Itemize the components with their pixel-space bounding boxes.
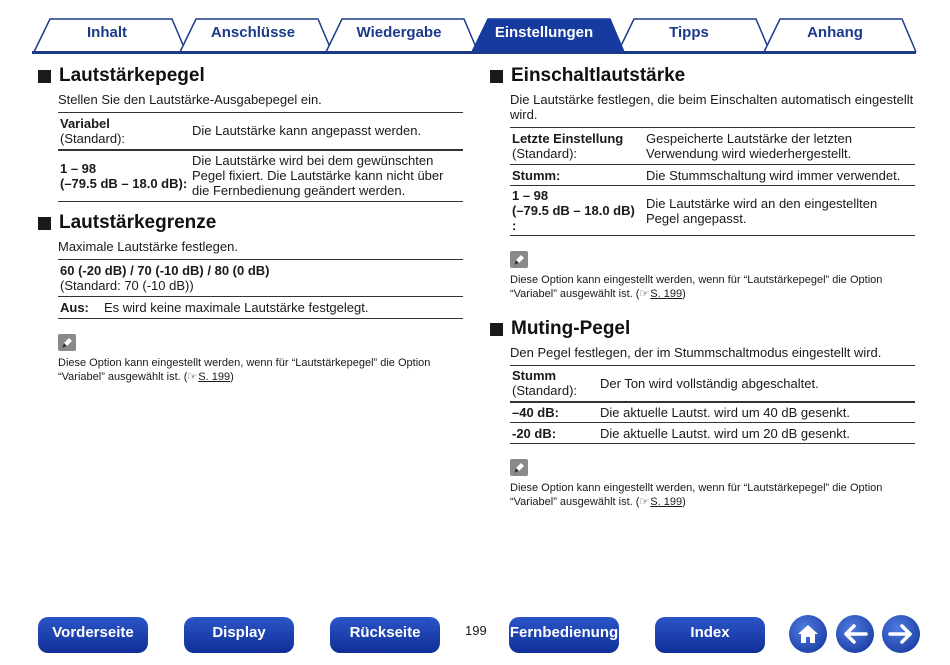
tab-wiedergabe[interactable]: Wiedergabe: [356, 24, 442, 41]
option-name: Aus:: [60, 300, 89, 315]
note-text: Diese Option kann eingestellt werden, wenn für “Lautstärkepegel” die Option “Variabel” ausgewählt ist. (☞S. 199): [58, 357, 431, 383]
option-range: (–79.5 dB – 18.0 dB):: [60, 175, 188, 191]
reference-hand-icon: ☞: [639, 496, 650, 508]
reference-hand-icon: ☞: [187, 371, 198, 383]
option-name: Stumm: [512, 368, 557, 384]
tab-einstellungen[interactable]: Einstellungen: [494, 24, 594, 41]
pencil-note-icon: [58, 334, 76, 351]
section-title-lautstaerkegrenze: Lautstärkegrenze: [38, 211, 463, 235]
option-description-line: Gespeicherte Lautstärke der letzten: [646, 131, 852, 146]
option-description: Es wird keine maximale Lautstärke festgelegt.: [104, 300, 369, 315]
option-description: Die aktuelle Lautst. wird um 40 dB gesenkt.: [600, 404, 851, 420]
option-default: (Standard):: [512, 383, 578, 399]
option-description-line: Die Lautstärke wird bei dem gewünschten: [192, 153, 434, 169]
table-row: [510, 165, 915, 186]
section-description: Stellen Sie den Lautstärke-Ausgabepegel ein.: [58, 92, 322, 107]
option-range: (–79.5 dB – 18.0 dB) :: [512, 203, 635, 233]
option-description-line: Die Lautstärke wird an den eingestellten: [646, 195, 878, 211]
tab-anhang[interactable]: Anhang: [807, 24, 863, 41]
vorderseite-button[interactable]: Vorderseite: [38, 617, 148, 653]
fernbedienung-button[interactable]: Fernbedienung: [509, 617, 619, 653]
pencil-note-icon: [510, 251, 528, 268]
muting-pegel-table: [510, 365, 915, 444]
table-row: [510, 186, 915, 236]
back-arrow-icon[interactable]: [836, 615, 874, 653]
section-description: Die Lautstärke festlegen, die beim Einschalten automatisch eingestellt wird.: [510, 92, 914, 122]
option-default: (Standard):: [512, 146, 578, 161]
option-description: Die aktuelle Lautst. wird um 20 dB gesenkt.: [600, 425, 851, 441]
note-text: Diese Option kann eingestellt werden, wenn für “Lautstärkepegel” die Option “Variabel” ausgewählt ist. (☞S. 199): [510, 482, 883, 508]
option-default: (Standard):: [60, 130, 126, 146]
option-name: –40 dB:: [512, 404, 559, 420]
section-title-muting-pegel: Muting-Pegel: [490, 317, 916, 341]
display-button[interactable]: Display: [184, 617, 294, 653]
section-bullet-icon: [38, 70, 51, 83]
note-text: Diese Option kann eingestellt werden, wenn für “Lautstärkepegel” die Option “Variabel” ausgewählt ist. (☞S. 199): [510, 274, 883, 300]
option-description-line: Verwendung wird wiederhergestellt.: [646, 146, 852, 161]
option-name: 60 (-20 dB) / 70 (-10 dB) / 80 (0 dB): [60, 263, 270, 278]
section-description: Den Pegel festlegen, der im Stummschaltmodus eingestellt wird.: [510, 345, 882, 360]
lautstaerkegrenze-table: [58, 259, 463, 319]
left-column: [38, 64, 463, 384]
option-name: Letzte Einstellung: [512, 131, 624, 146]
option-name: 1 – 98: [512, 188, 549, 203]
option-description: Die Lautstärke kann angepasst werden.: [192, 123, 422, 139]
table-row: [510, 402, 915, 423]
page-number: 199: [465, 623, 487, 638]
table-row: [58, 297, 463, 319]
tab-bar: [0, 0, 950, 56]
page-reference-link[interactable]: S. 199: [650, 288, 683, 300]
table-row: [510, 128, 915, 165]
option-name: 1 – 98: [60, 160, 97, 176]
table-row: [58, 260, 463, 297]
tab-tipps[interactable]: Tipps: [669, 24, 709, 41]
option-description-line: Pegel fixiert. Die Lautstärke kann nicht über: [192, 168, 444, 184]
section-description: Maximale Lautstärke festlegen.: [58, 239, 238, 254]
page-reference-link[interactable]: S. 199: [198, 371, 231, 383]
index-button[interactable]: Index: [655, 617, 765, 653]
option-description-line: Pegel angepasst.: [646, 210, 747, 226]
right-column: [490, 64, 916, 509]
option-name: Variabel: [60, 115, 110, 131]
section-bullet-icon: [38, 217, 51, 230]
option-description: Die Stummschaltung wird immer verwendet.: [646, 167, 901, 183]
reference-hand-icon: ☞: [639, 288, 650, 300]
lautstaerkepegel-table: [58, 112, 463, 202]
home-icon[interactable]: [789, 615, 827, 653]
page-reference-link[interactable]: S. 199: [650, 496, 683, 508]
table-row: [510, 366, 915, 402]
tab-anschluesse[interactable]: Anschlüsse: [210, 24, 296, 41]
section-title-einschaltlautstaerke: Einschaltlautstärke: [490, 64, 916, 88]
pencil-note-icon: [510, 459, 528, 476]
option-description: Der Ton wird vollständig abgeschaltet.: [600, 375, 819, 391]
section-bullet-icon: [490, 70, 503, 83]
section-title-lautstaerkepegel: Lautstärkepegel: [38, 64, 463, 88]
option-name: Stumm:: [512, 167, 561, 183]
forward-arrow-icon[interactable]: [882, 615, 920, 653]
table-row: [510, 423, 915, 444]
option-description-line: die Fernbedienung geändert werden.: [192, 183, 406, 199]
option-name: -20 dB:: [512, 425, 557, 441]
option-default: (Standard: 70 (-10 dB)): [60, 278, 194, 293]
table-row: [58, 150, 463, 202]
rueckseite-button[interactable]: Rückseite: [330, 617, 440, 653]
table-row: [58, 113, 463, 150]
einschaltlautstaerke-table: [510, 127, 915, 236]
tab-inhalt[interactable]: Inhalt: [87, 24, 127, 41]
section-bullet-icon: [490, 323, 503, 336]
